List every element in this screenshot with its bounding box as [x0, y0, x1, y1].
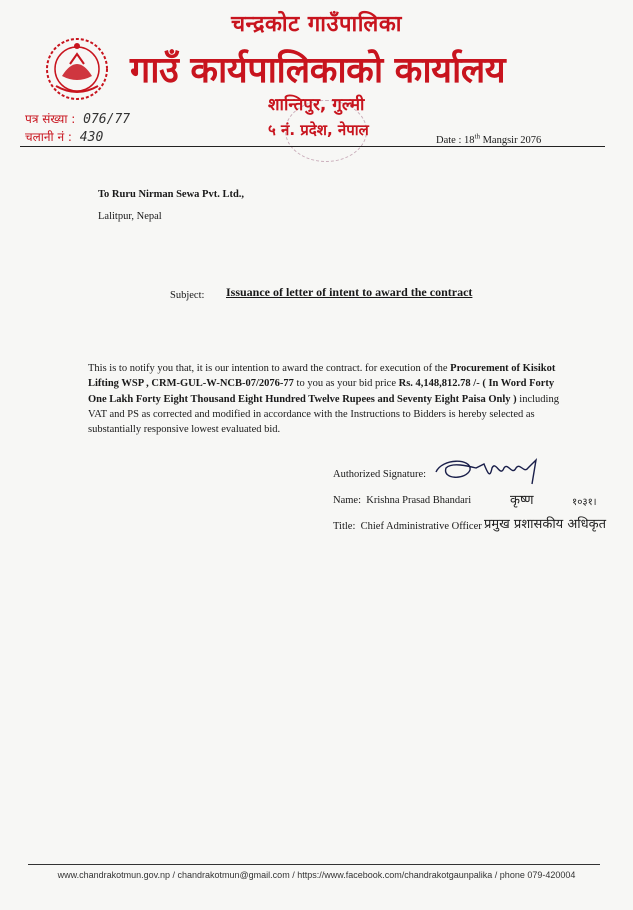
reference-number: [25, 110, 130, 127]
body-part-3: to you as your bid price: [293, 378, 399, 390]
subject-label: Subject:: [170, 290, 205, 301]
reference-value: 076/77: [83, 112, 131, 127]
signature-row: [333, 469, 426, 480]
letter-body: [88, 361, 560, 437]
body-part-1: This is to notify you that, it is our intention to award the contract. for execution of the: [88, 363, 451, 374]
title-label: Title:: [333, 521, 356, 532]
office-province: ५ नं. प्रदेश, नेपाल: [268, 121, 369, 139]
municipality-emblem-icon: [42, 34, 112, 104]
body-amount: Rs. 4,148,812.78 /- ( In Word Forty One Lakh Forty Eight Thousand Eight Hundred Twelve Rupees and Seventy Eight Paisa Only ): [88, 378, 555, 405]
stamp-number: १०३१।: [572, 497, 597, 508]
name-label: Name:: [333, 495, 361, 506]
subject-text: Issuance of letter of intent to award the contract: [226, 285, 473, 299]
stamp-name: कृष्ण: [510, 493, 534, 508]
signature-label: Authorized Signature:: [333, 469, 427, 480]
recipient-name: To Ruru Nirman Sewa Pvt. Ltd.,: [98, 189, 245, 200]
recipient-address: Lalitpur, Nepal: [98, 211, 162, 222]
signatory-name: Krishna Prasad Bhandari: [366, 495, 472, 506]
office-location: शान्तिपुर, गुल्मी: [268, 95, 365, 115]
stamp-title: प्रमुख प्रशासकीय अधिकृत: [484, 517, 607, 532]
reference-label: पत्र संख्या :: [25, 112, 76, 126]
date-text: Date : 18th Mangsir 2076: [436, 132, 542, 146]
signatory-title: Chief Administrative Officer: [360, 521, 482, 532]
title-row: [333, 521, 482, 532]
dispatch-value: 430: [79, 130, 104, 145]
dispatch-label: चलानी नं :: [25, 130, 72, 144]
dispatch-number: [25, 128, 103, 145]
header-divider: [20, 146, 605, 147]
body-project: Procurement of Kisikot Lifting WSP , CRM-GUL-W-NCB-07/2076-77: [88, 363, 556, 390]
letter-date: [436, 132, 541, 146]
footer-contact: www.chandrakotmun.gov.np / chandrakotmun@gmail.com / https://www.facebook.com/chandrakotgaunpalika / phone 079-420004: [57, 870, 576, 880]
name-row: [333, 495, 471, 506]
footer-divider: [28, 864, 600, 865]
body-part-5: including VAT and PS as corrected and modified in accordance with the Instructions to Bidders is hereby selected as substantially responsive lowest evaluated bid.: [88, 393, 559, 436]
handwritten-signature: [432, 454, 552, 488]
municipality-name: चन्द्रकोट गाउँपालिका: [231, 12, 402, 37]
office-title: गाउँ कार्यपालिकाको कार्यालय: [130, 50, 506, 91]
